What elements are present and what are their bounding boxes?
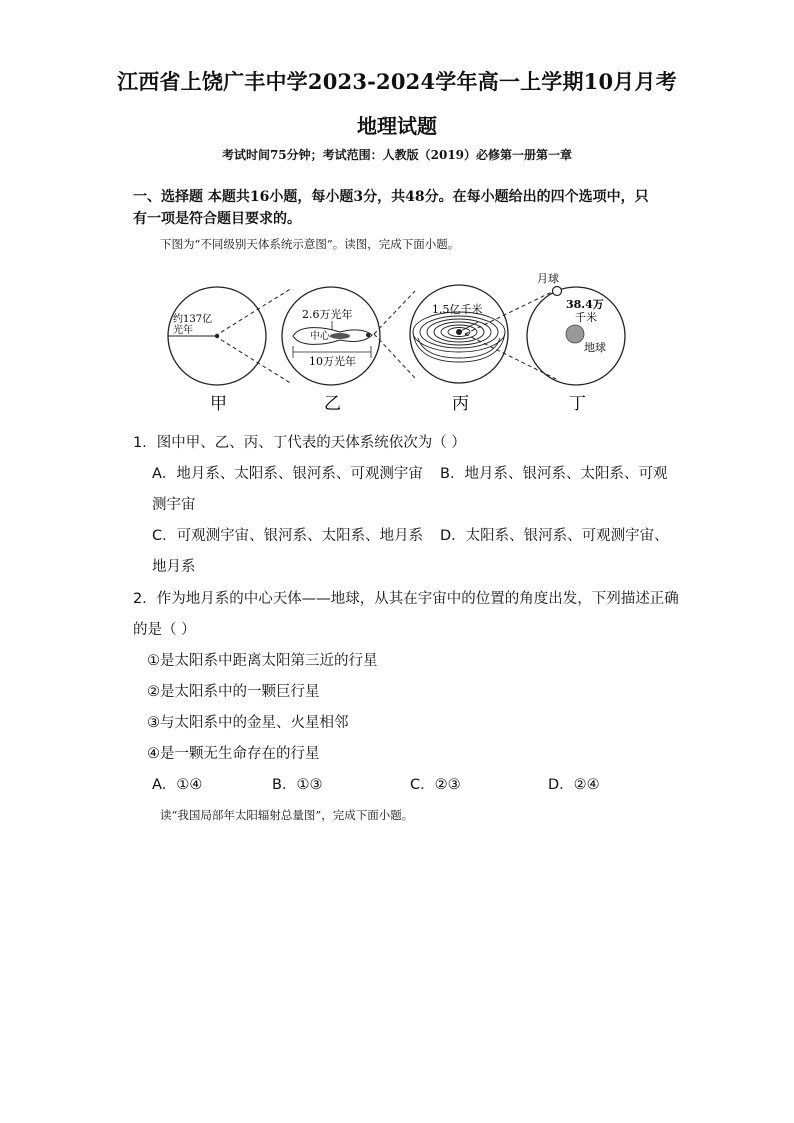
moon-icon (553, 287, 562, 296)
earth-icon (566, 325, 584, 343)
question-1-option-b-cont: 测宇宙 (152, 497, 196, 513)
bing-distance-label: 1.5亿千米 (432, 303, 483, 316)
jia-radius-label-1: 约137亿 (173, 314, 213, 325)
question-2-option-d: D．②④ (548, 777, 600, 793)
question-2-stem: 2．作为地月系的中心天体——地球，从其在宇宙中的位置的角度出发，下列描述正确 (133, 591, 679, 607)
yi-diameter-label: 10万光年 (309, 355, 356, 368)
label-jia: 甲 (210, 394, 227, 414)
question-1-option-b: B．地月系、银河系、太阳系、可观 (440, 466, 668, 482)
ding-earth-label: 地球 (584, 341, 606, 354)
diagram-intro: 下图为“不同级别天体系统示意图”。读图，完成下面小题。 (160, 237, 460, 251)
question-2-option-b: B．①③ (272, 777, 323, 793)
label-ding: 丁 (569, 394, 586, 414)
jia-radius-label-2: 光年 (173, 325, 193, 336)
question-1-option-d-cont: 地月系 (152, 559, 196, 575)
ding-distance-label-2: 千米 (575, 311, 597, 324)
question-2-item-3: ③与太阳系中的金星、火星相邻 (147, 715, 349, 731)
ding-distance-label-1: 38.4万 (566, 298, 604, 311)
exam-info: 考试时间75分钟；考试范围：人教版（2019）必修第一册第一章 (221, 148, 573, 162)
observable-universe-circle (168, 287, 266, 385)
section-2-intro: 读“我国局部年太阳辐射总量图”，完成下面小题。 (160, 808, 414, 822)
label-yi: 乙 (324, 394, 341, 414)
question-1-option-d: D．太阳系、银河系、可观测宇宙、 (440, 528, 669, 544)
label-bing: 丙 (452, 394, 469, 414)
yi-center-label: 中心 (310, 331, 330, 342)
exam-subject-title: 地理试题 (357, 114, 437, 138)
question-2-item-1: ①是太阳系中距离太阳第三近的行星 (147, 653, 378, 669)
solar-system-circle (410, 285, 508, 383)
question-1-stem: 1．图中甲、乙、丙、丁代表的天体系统依次为（ ） (133, 435, 466, 451)
section-heading-line2: 有一项是符合题目要求的。 (133, 211, 301, 227)
yi-thickness-label: 2.6万光年 (302, 308, 353, 321)
celestial-systems-diagram (160, 266, 630, 418)
section-heading-line1: 一、选择题 本题共16小题，每小题3分，共48分。在每小题给出的四个选项中，只 (133, 189, 649, 205)
question-2-option-c: C．②③ (410, 777, 461, 793)
question-2-stem-cont: 的是（ ） (133, 622, 196, 638)
ding-moon-label: 月球 (537, 272, 559, 285)
question-1-option-a: A．地月系、太阳系、银河系、可观测宇宙 (152, 466, 423, 482)
question-2-item-2: ②是太阳系中的一颗巨行星 (147, 684, 320, 700)
milky-way-circle (282, 287, 380, 385)
question-2-item-4: ④是一颗无生命存在的行星 (147, 746, 320, 762)
question-2-option-a: A．①④ (152, 777, 203, 793)
exam-title: 江西省上饶广丰中学2023-2024学年高一上学期10月月考 (117, 69, 677, 94)
question-1-option-c: C．可观测宇宙、银河系、太阳系、地月系 (152, 528, 424, 544)
